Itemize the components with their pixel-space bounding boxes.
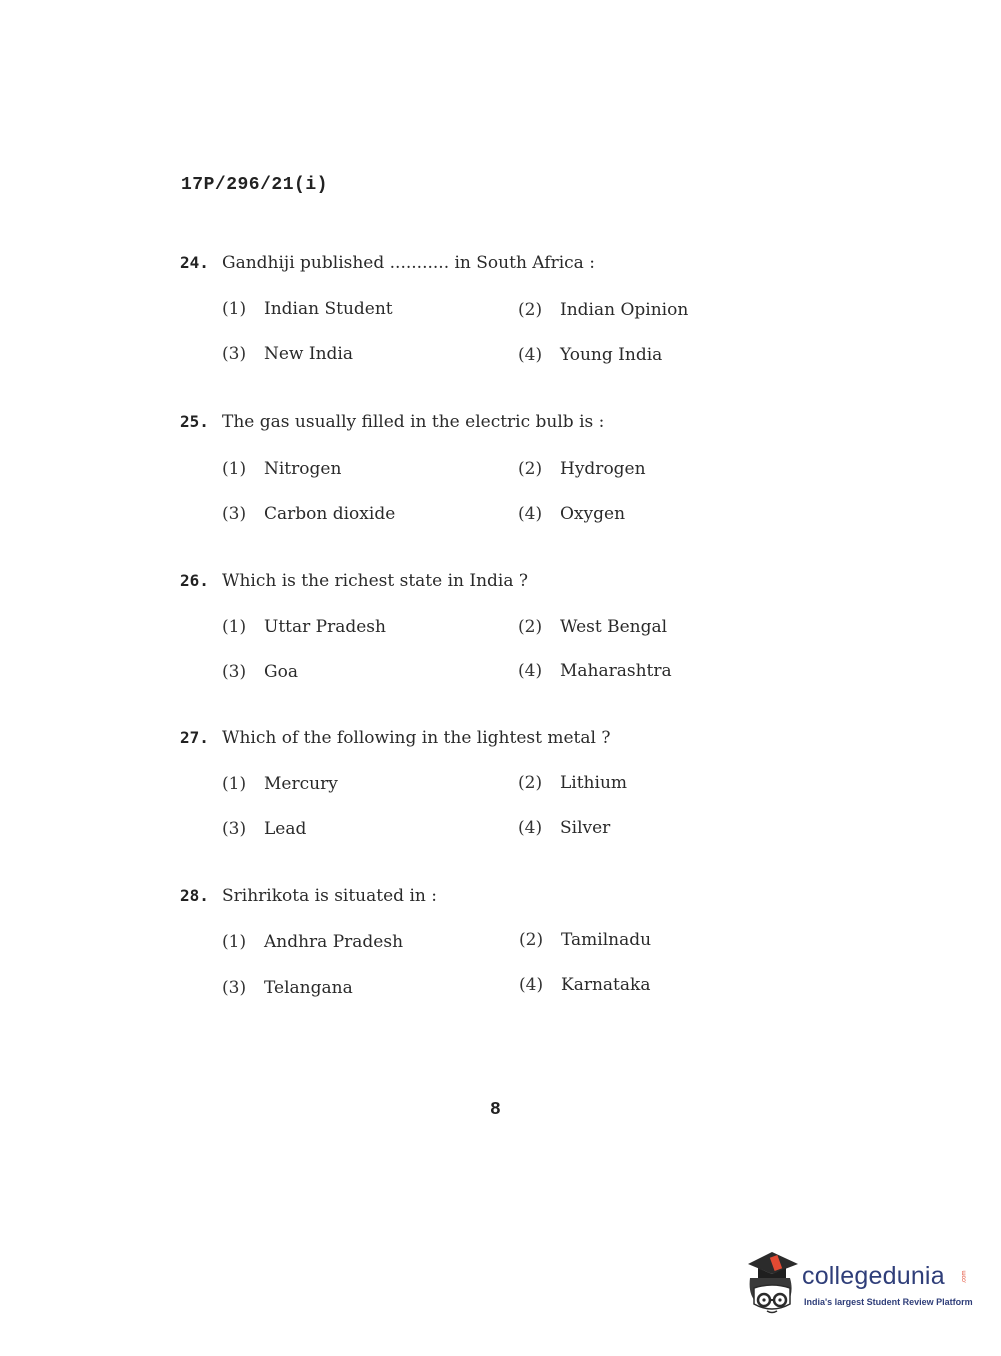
question-25 — [180, 410, 800, 530]
question-text: Srihrikota is situated in : — [222, 886, 437, 906]
option-text: Maharashtra — [560, 661, 672, 681]
option-3 — [222, 660, 298, 684]
option-number: (4) — [519, 975, 544, 995]
option-text: Andhra Pradesh — [264, 932, 404, 952]
option-text: Nitrogen — [264, 459, 342, 479]
paper-code: 17P/296/21(i) — [181, 175, 328, 195]
brand-name: collegedunia — [802, 1262, 945, 1290]
question-26 — [180, 569, 800, 689]
option-number: (3) — [222, 978, 247, 998]
option-3 — [222, 817, 306, 841]
question-number: 26. — [180, 571, 209, 590]
question-text: The gas usually filled in the electric bulb is : — [222, 412, 605, 432]
question-number: 28. — [180, 886, 209, 905]
question-28 — [180, 884, 800, 1004]
option-text: Lithium — [560, 773, 628, 793]
option-number: (1) — [222, 774, 247, 794]
option-2 — [519, 928, 651, 952]
option-number: (3) — [222, 504, 247, 524]
question-24 — [180, 251, 800, 371]
option-text: Carbon dioxide — [264, 504, 396, 524]
option-text: Oxygen — [560, 504, 626, 524]
option-text: Young India — [560, 345, 663, 365]
option-number: (3) — [222, 662, 247, 682]
option-3 — [222, 502, 395, 526]
option-number: (1) — [222, 617, 247, 637]
mascot-icon — [742, 1248, 800, 1318]
option-4 — [518, 343, 662, 367]
option-text: Tamilnadu — [561, 930, 652, 950]
option-4 — [518, 816, 610, 840]
option-number: (4) — [518, 504, 543, 524]
question-text: Which of the following in the lightest metal ? — [222, 728, 611, 748]
option-4 — [518, 659, 672, 683]
option-text: Hydrogen — [560, 459, 646, 479]
option-number: (4) — [518, 818, 543, 838]
option-number: (1) — [222, 932, 247, 952]
question-number: 24. — [180, 253, 209, 272]
option-text: Karnataka — [561, 975, 651, 995]
option-number: (4) — [518, 345, 543, 365]
option-text: West Bengal — [560, 617, 668, 637]
collegedunia-logo — [742, 1248, 972, 1318]
brand-tagline: India's largest Student Review Platform — [804, 1297, 973, 1307]
option-2 — [518, 615, 667, 639]
option-number: (2) — [518, 773, 543, 793]
option-text: New India — [264, 344, 354, 364]
option-number: (2) — [518, 617, 543, 637]
question-text: Which is the richest state in India ? — [222, 571, 529, 591]
option-text: Telangana — [264, 978, 353, 998]
option-3 — [222, 976, 353, 1000]
option-1 — [222, 615, 386, 639]
option-text: Silver — [560, 818, 611, 838]
page-number: 8 — [490, 1100, 501, 1120]
option-number: (3) — [222, 819, 247, 839]
option-number: (1) — [222, 299, 247, 319]
option-text: Goa — [264, 662, 298, 682]
option-number: (1) — [222, 459, 247, 479]
brand-dotcom: .com — [961, 1270, 968, 1284]
option-text: Mercury — [264, 774, 338, 794]
option-2 — [518, 771, 627, 795]
option-number: (2) — [518, 300, 543, 320]
option-1 — [222, 457, 341, 481]
option-4 — [519, 973, 650, 997]
option-text: Uttar Pradesh — [264, 617, 386, 637]
option-4 — [518, 502, 625, 526]
option-1 — [222, 297, 393, 321]
option-number: (3) — [222, 344, 247, 364]
option-1 — [222, 930, 403, 954]
option-3 — [222, 342, 353, 366]
question-number: 27. — [180, 728, 209, 747]
option-text: Indian Opinion — [560, 300, 689, 320]
option-2 — [518, 457, 646, 481]
option-number: (2) — [519, 930, 544, 950]
question-number: 25. — [180, 412, 209, 431]
option-1 — [222, 772, 338, 796]
question-text: Gandhiji published ........... in South Africa : — [222, 253, 595, 273]
question-27 — [180, 726, 800, 846]
option-text: Indian Student — [264, 299, 393, 319]
option-text: Lead — [264, 819, 307, 839]
option-number: (4) — [518, 661, 543, 681]
option-2 — [518, 298, 688, 322]
option-number: (2) — [518, 459, 543, 479]
